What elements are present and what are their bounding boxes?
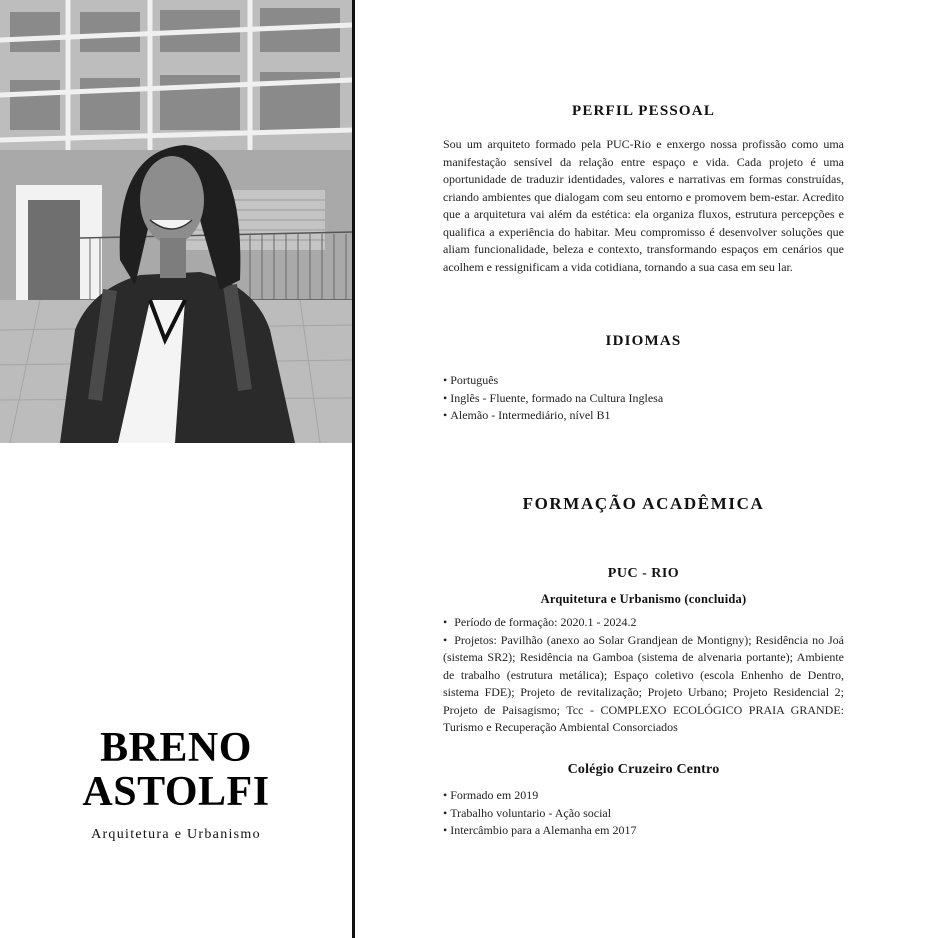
perfil-text: Sou um arquiteto formado pela PUC-Rio e enxergo nossa profissão como uma manifestação sensível da relação entre espaço e vida. Cada projeto é uma oportunidade de traduzir identidades, valores e narrativas em formas construídas, criando ambientes que dialogam com seu entorno e promovem bem-estar. Acredito que a arquitetura vai além da estética: ela organiza fluxos, estrutura percepções e qualifica a experiência do habitar. Meu compromisso é desenvolver soluções que aliam funcionalidade, beleza e contexto, transformando espaços em cenários que acolhem e ressignificam a vida cotidiana, tornando a sua casa em seu lar. bbox=[443, 137, 844, 274]
perfil-heading: PERFIL PESSOAL bbox=[571, 103, 716, 119]
portrait-photo bbox=[0, 0, 352, 443]
idiomas-heading: IDIOMAS bbox=[605, 333, 682, 349]
idiomas-list bbox=[443, 372, 844, 425]
list-item: • Período de formação: 2020.1 - 2024.2 bbox=[443, 614, 844, 632]
left-column bbox=[0, 0, 352, 938]
list-item: • Formado em 2019 bbox=[443, 787, 844, 805]
vertical-divider bbox=[352, 0, 355, 938]
course-name: Arquitetura e Urbanismo (concluida) bbox=[540, 592, 747, 606]
last-name: ASTOLFI bbox=[82, 769, 270, 815]
list-item: • Trabalho voluntario - Ação social bbox=[443, 805, 844, 823]
list-item: • Alemão - Intermediário, nível B1 bbox=[443, 407, 844, 425]
first-name: BRENO bbox=[100, 725, 252, 771]
institution-name: PUC - RIO bbox=[607, 566, 680, 581]
puc-details-list bbox=[443, 614, 844, 737]
list-item: • Projetos: Pavilhão (anexo ao Solar Grandjean de Montigny); Residência no Joá (sistema SR2); Residência na Gamboa (sistema de alvenaria portante); Ambiente de trabalho (estrutura metálica); Espaço coletivo (escola Enhenho de Dentro, sistema FDE); Projeto de revitalização; Projeto Urbano; Projeto Residencial 2; Projeto de Paisagismo; Tcc - COMPLEXO ECOLÓGICO PRAIA GRANDE: Turismo e Recuperação Ambiental Consorciados bbox=[443, 632, 844, 737]
formacao-heading: FORMAÇÃO ACADÊMICA bbox=[522, 494, 765, 513]
list-item: • Inglês - Fluente, formado na Cultura Inglesa bbox=[443, 390, 844, 408]
list-item: • Intercâmbio para a Alemanha em 2017 bbox=[443, 822, 844, 840]
institution-name: Colégio Cruzeiro Centro bbox=[567, 762, 720, 777]
profession-subtitle: Arquitetura e Urbanismo bbox=[91, 827, 261, 842]
cruzeiro-details-list bbox=[443, 787, 844, 840]
list-item: • Português bbox=[443, 372, 844, 390]
person-name bbox=[0, 726, 352, 814]
